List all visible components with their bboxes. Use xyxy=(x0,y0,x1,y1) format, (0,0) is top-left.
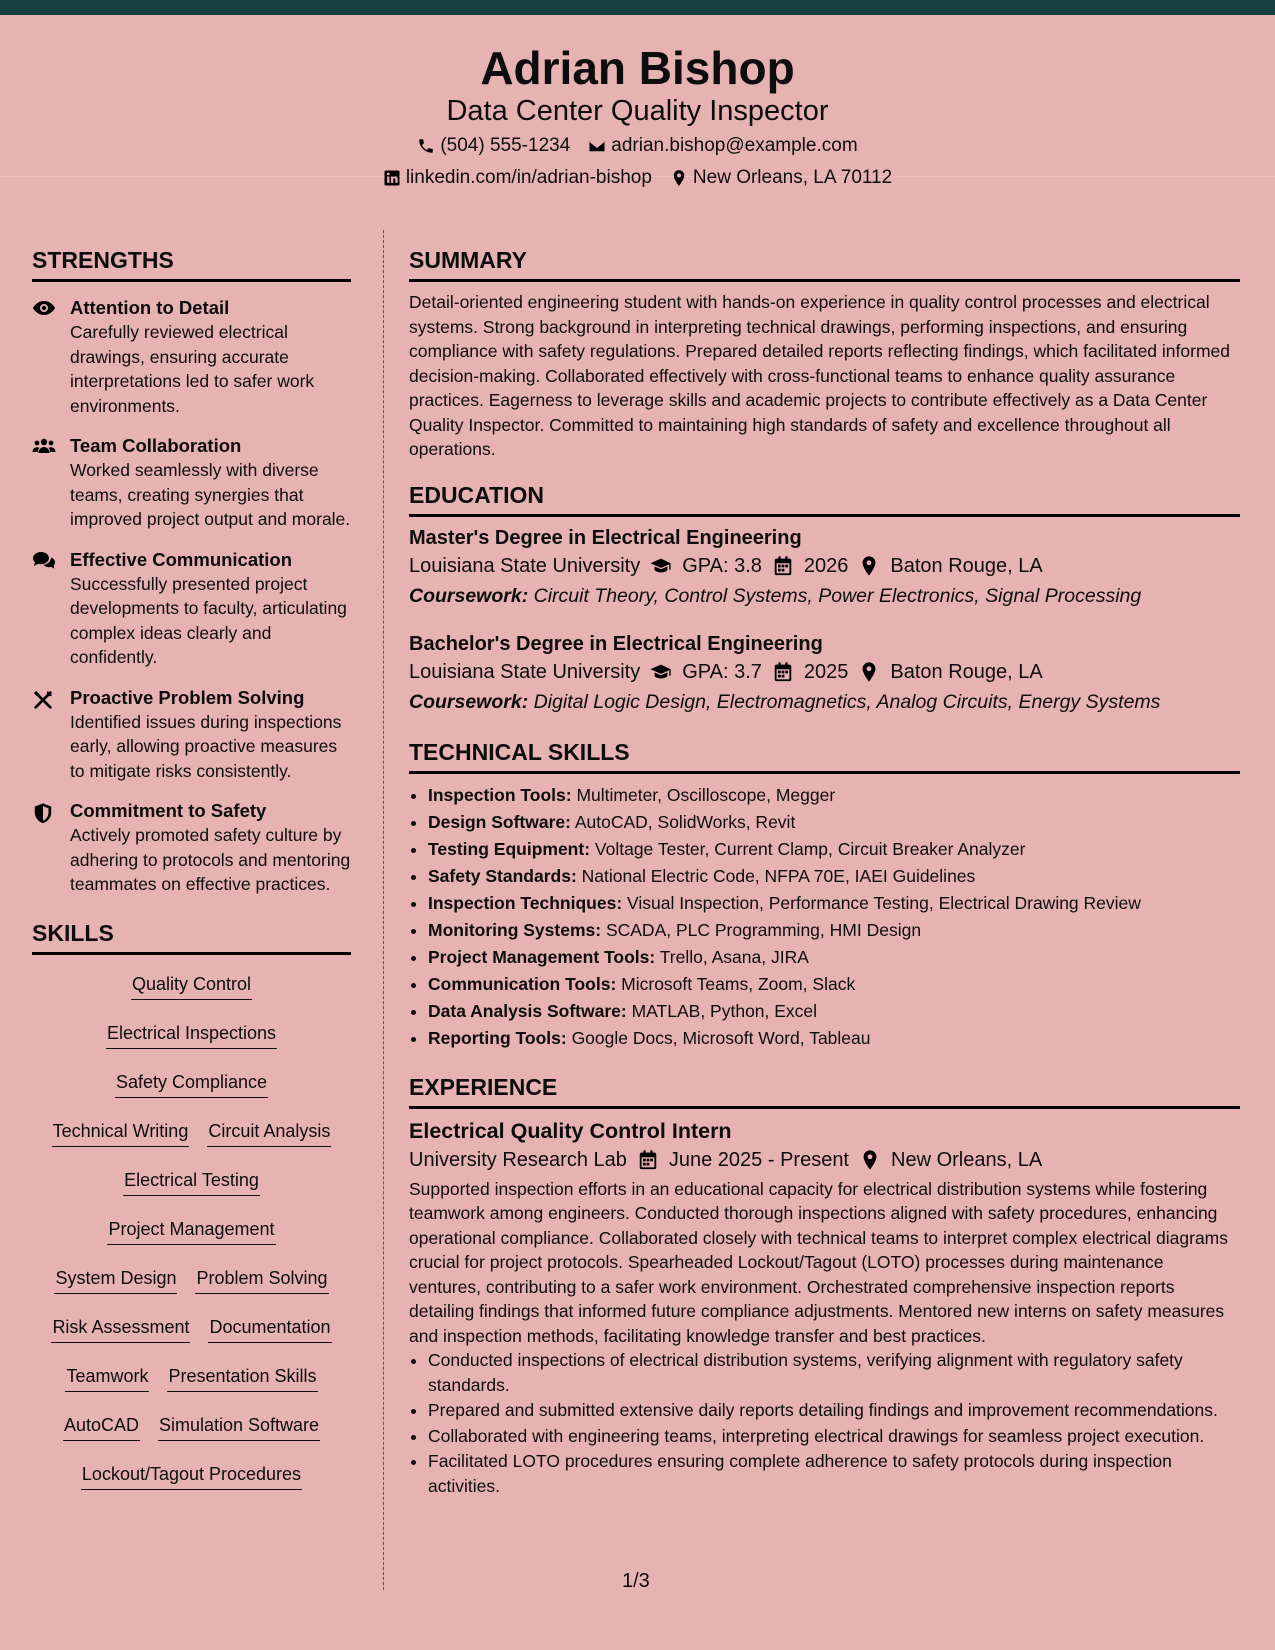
job-location: New Orleans, LA xyxy=(891,1148,1043,1171)
list-item: • Conducted inspections of electrical distribution systems, verifying alignment with regulatory safety standards. xyxy=(428,1348,1240,1397)
list-item xyxy=(428,782,1240,809)
tech-skill-label: Reporting Tools: xyxy=(428,1027,567,1048)
calendar-icon xyxy=(772,661,794,683)
tech-skill-label: Design Software: xyxy=(428,811,571,832)
strength-text: Worked seamlessly with diverse teams, creating synergies that improved project output and morale. xyxy=(70,460,351,529)
tech-skill-value: National Electric Code, NFPA 70E, IAEI Guidelines xyxy=(581,865,976,886)
summary-heading: SUMMARY xyxy=(409,245,1240,282)
strength-title: Team Collaboration xyxy=(70,435,242,456)
skill-tag: Electrical Inspections xyxy=(106,1021,277,1049)
tech-skill-value: MATLAB, Python, Excel xyxy=(631,1000,818,1021)
list-item xyxy=(428,809,1240,836)
map-pin-icon xyxy=(858,555,880,577)
skills-heading: SKILLS xyxy=(32,918,351,955)
comments-icon xyxy=(32,548,56,670)
skill-tag: Documentation xyxy=(208,1315,331,1343)
graduation-cap-icon xyxy=(650,661,672,683)
shield-icon xyxy=(32,799,56,897)
gpa-text: GPA: 3.8 xyxy=(682,554,762,577)
job-meta xyxy=(409,1145,1240,1175)
contact-row-1 xyxy=(0,134,1275,158)
coursework xyxy=(409,687,1240,717)
education-meta xyxy=(409,551,1240,581)
email-contact[interactable] xyxy=(588,134,857,158)
tech-skill-label: Inspection Tools: xyxy=(428,784,572,805)
phone-icon xyxy=(417,137,435,155)
map-pin-icon xyxy=(858,661,880,683)
job-bullets xyxy=(409,1348,1240,1498)
tech-skill-label: Data Analysis Software: xyxy=(428,1000,627,1021)
top-accent-bar xyxy=(0,0,1275,15)
eye-icon xyxy=(32,296,56,418)
email-text[interactable]: adrian.bishop@example.com xyxy=(611,135,858,156)
candidate-title: Data Center Quality Inspector xyxy=(446,95,829,127)
job-title: Electrical Quality Control Intern xyxy=(409,1118,732,1143)
degree-title: Master's Degree in Electrical Engineering xyxy=(409,526,802,549)
strength-item xyxy=(32,548,351,670)
page-number: 1/3 xyxy=(622,1570,650,1592)
strength-title: Effective Communication xyxy=(70,548,293,570)
phone-contact xyxy=(417,134,570,158)
skill-tag: System Design xyxy=(54,1266,177,1294)
strength-title: Attention to Detail xyxy=(70,297,230,318)
column-divider xyxy=(383,230,384,1590)
strength-text: Identified issues during inspections early, allowing proactive measures to mitigate risks consistently. xyxy=(70,711,342,781)
skill-tag: AutoCAD xyxy=(63,1413,140,1441)
tech-skill-label: Testing Equipment: xyxy=(428,838,591,859)
graduation-year: 2026 xyxy=(803,554,849,577)
coursework-label: Coursework: xyxy=(409,584,529,607)
experience-heading: EXPERIENCE xyxy=(409,1072,1240,1109)
linkedin-contact[interactable] xyxy=(383,166,652,190)
users-icon xyxy=(32,434,56,532)
list-item xyxy=(428,998,1240,1025)
job-description: Supported inspection efforts in an educational capacity for electrical distribution systems while fostering teamwork among engineers. Conducted thorough inspections aligned with safety procedures, enhancing operational compliance. Collaborated closely with technical teams to interpret complex electrical diagrams crucial for project protocols. Spearheaded Lockout/Tagout (LOTO) processes during maintenance ventures, contributing to a safer work environment. Orchestrated comprehensive inspection reports detailing findings that informed future compliance adjustments. Mentored new interns on safety measures and inspection methods, facilitating knowledge transfer and best practices. xyxy=(409,1178,1229,1346)
skill-tag: Simulation Software xyxy=(158,1413,320,1441)
technical-skills-heading: TECHNICAL SKILLS xyxy=(409,737,1240,774)
graduation-year: 2025 xyxy=(803,660,849,683)
tech-skill-label: Project Management Tools: xyxy=(428,946,656,967)
list-item xyxy=(428,944,1240,971)
strengths-heading: STRENGTHS xyxy=(32,245,351,282)
resume-header xyxy=(0,15,1275,188)
list-item xyxy=(428,1025,1240,1052)
contact-row-2 xyxy=(0,166,1275,190)
coursework-list: Circuit Theory, Control Systems, Power Electronics, Signal Processing xyxy=(533,584,1142,607)
skills-list xyxy=(32,963,351,1507)
calendar-icon xyxy=(637,1149,659,1171)
phone-text: (504) 555-1234 xyxy=(440,135,571,156)
list-item: • Facilitated LOTO procedures ensuring complete adherence to safety protocols during inspection activities. xyxy=(428,1449,1240,1498)
company-name: University Research Lab xyxy=(409,1148,627,1171)
list-item xyxy=(428,890,1240,917)
list-item xyxy=(428,863,1240,890)
tech-skill-value: Visual Inspection, Performance Testing, Electrical Drawing Review xyxy=(627,892,1141,913)
summary-text: Detail-oriented engineering student with hands-on experience in quality control processes and electrical systems. Strong background in interpreting technical drawings, performing inspections, and ensuring compliance with safety regulations. Prepared detailed reports reflecting findings, which facilitated informed decision-making. Collaborated effectively with cross-functional teams to enhance quality assurance practices. Eagerness to leverage skills and academic projects to contribute effectively as a Data Center Quality Inspector. Committed to maintaining high standards of safety and excellence throughout all operations. xyxy=(409,292,1230,459)
tech-skill-value: SCADA, PLC Programming, HMI Design xyxy=(605,919,922,940)
right-column xyxy=(409,245,1240,1499)
coursework-list: Digital Logic Design, Electromagnetics, Analog Circuits, Energy Systems xyxy=(533,690,1161,713)
skill-tag: Technical Writing xyxy=(52,1119,190,1147)
graduation-cap-icon xyxy=(650,555,672,577)
map-pin-icon xyxy=(670,169,688,187)
education-entry xyxy=(409,525,1240,611)
coursework xyxy=(409,581,1240,611)
tools-icon xyxy=(32,686,56,784)
map-pin-icon xyxy=(859,1149,881,1171)
location-text: New Orleans, LA 70112 xyxy=(692,167,893,188)
skill-tag: Presentation Skills xyxy=(167,1364,317,1392)
coursework-label: Coursework: xyxy=(409,690,529,713)
education-heading: EDUCATION xyxy=(409,480,1240,517)
calendar-icon xyxy=(772,555,794,577)
tech-skill-label: Inspection Techniques: xyxy=(428,892,623,913)
strength-title: Proactive Problem Solving xyxy=(70,686,305,708)
skill-tag: Lockout/Tagout Procedures xyxy=(81,1462,302,1490)
skill-tag: Teamwork xyxy=(65,1364,149,1392)
school-name: Louisiana State University xyxy=(409,554,641,577)
list-item xyxy=(428,917,1240,944)
education-meta xyxy=(409,657,1240,687)
left-column xyxy=(32,245,351,1507)
tech-skill-value: Trello, Asana, JIRA xyxy=(659,946,809,967)
school-location: Baton Rouge, LA xyxy=(890,554,1043,577)
tech-skill-value: Microsoft Teams, Zoom, Slack xyxy=(621,973,856,994)
degree-title: Bachelor's Degree in Electrical Engineering xyxy=(409,632,823,655)
tech-skill-value: AutoCAD, SolidWorks, Revit xyxy=(574,811,796,832)
tech-skill-label: Monitoring Systems: xyxy=(428,919,602,940)
strength-item xyxy=(32,686,351,784)
skill-tag: Electrical Testing xyxy=(123,1168,260,1196)
skill-tag: Risk Assessment xyxy=(51,1315,190,1343)
skill-tag: Problem Solving xyxy=(195,1266,328,1294)
list-item: • Collaborated with engineering teams, interpreting electrical drawings for seamless project execution. xyxy=(428,1424,1240,1449)
school-name: Louisiana State University xyxy=(409,660,641,683)
list-item: • Prepared and submitted extensive daily reports detailing findings and improvement recommendations. xyxy=(428,1398,1240,1423)
linkedin-icon xyxy=(383,169,401,187)
tech-skill-label: Safety Standards: xyxy=(428,865,577,886)
location-contact xyxy=(670,166,892,190)
list-item xyxy=(428,836,1240,863)
education-entry xyxy=(409,631,1240,717)
skill-tag: Safety Compliance xyxy=(115,1070,268,1098)
strength-item xyxy=(32,799,351,897)
candidate-name: Adrian Bishop xyxy=(480,42,795,94)
envelope-icon xyxy=(588,137,606,155)
skill-tag: Project Management xyxy=(107,1217,275,1245)
tech-skill-value: Multimeter, Oscilloscope, Megger xyxy=(576,784,836,805)
school-location: Baton Rouge, LA xyxy=(890,660,1043,683)
job-dates: June 2025 - Present xyxy=(668,1148,849,1171)
tech-skill-value: Voltage Tester, Current Clamp, Circuit Breaker Analyzer xyxy=(594,838,1026,859)
strength-text: Carefully reviewed electrical drawings, ensuring accurate interpretations led to safer work environments. xyxy=(70,322,315,416)
strength-item xyxy=(32,296,351,418)
strength-text: Actively promoted safety culture by adhering to protocols and mentoring teammates on effective practices. xyxy=(70,825,351,894)
tech-skill-label: Communication Tools: xyxy=(428,973,617,994)
gpa-text: GPA: 3.7 xyxy=(682,660,762,683)
strength-text: Successfully presented project developments to faculty, articulating complex ideas clearly and confidently. xyxy=(70,573,347,667)
tech-skill-value: Google Docs, Microsoft Word, Tableau xyxy=(571,1027,871,1048)
strength-title: Commitment to Safety xyxy=(70,800,267,821)
skill-tag: Quality Control xyxy=(131,972,252,1000)
strength-item xyxy=(32,434,351,532)
linkedin-text[interactable]: linkedin.com/in/adrian-bishop xyxy=(405,167,652,188)
skill-tag: Circuit Analysis xyxy=(207,1119,331,1147)
list-item xyxy=(428,971,1240,998)
technical-skills-list xyxy=(409,782,1240,1052)
